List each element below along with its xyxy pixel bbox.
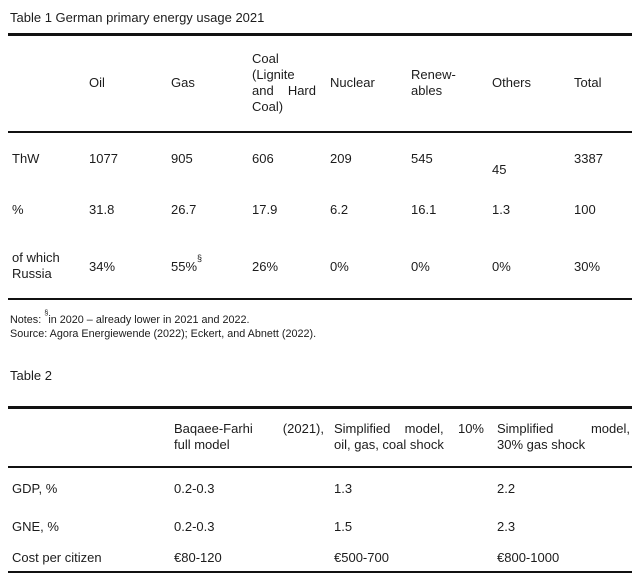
col-header-nuclear: Nuclear	[330, 75, 375, 91]
table2-row-cost-per-citizen	[8, 544, 632, 572]
cell-pct-nuclear: 6.2	[330, 202, 349, 217]
table2-row-gne	[8, 508, 632, 544]
footnote-marker: §	[197, 253, 203, 264]
table2-title: Table 2	[10, 367, 52, 383]
footnote-marker: §	[44, 307, 49, 317]
table2	[8, 406, 632, 574]
cell-thw-renewables: 545	[411, 151, 433, 166]
table1-title: Table 1 German primary energy usage 2021	[10, 10, 265, 25]
col-header-others: Others	[492, 75, 532, 91]
cell-russia-others: 0%	[492, 258, 511, 274]
table1-footnotes	[10, 307, 640, 341]
table1-row-russia	[8, 235, 632, 299]
source-line: Source: Agora Energiewende (2022); Eckert, and Abnett (2022).	[10, 327, 317, 340]
cell-gdp-simplified30: 2.2	[497, 480, 516, 496]
cell-cost-simplified30: €800-1000	[497, 550, 560, 565]
cell-russia-total: 30%	[574, 258, 601, 274]
cell-pct-renewables: 16.1	[411, 202, 437, 217]
cell-gne-simplified30: 2.3	[497, 518, 516, 534]
cell-russia-gas: 55%§	[171, 253, 203, 274]
col-header-simplified-30pct: Simplified model, 30% gas shock	[497, 421, 630, 453]
col-header-total: Total	[574, 75, 602, 91]
cell-cost-baqaee: €80-120	[174, 550, 222, 565]
cell-gdp-simplified10: 1.3	[334, 480, 353, 496]
cell-thw-nuclear: 209	[330, 151, 352, 166]
col-header-baqaee-farhi: Baqaee-Farhi (2021), full model	[174, 421, 324, 453]
table2-row-gdp	[8, 467, 632, 508]
cell-pct-oil: 31.8	[89, 202, 115, 217]
table2-header-empty	[8, 407, 170, 467]
cell-thw-others: 45	[492, 162, 507, 177]
table1	[8, 33, 632, 300]
table1-row-thw	[8, 132, 632, 185]
cell-pct-others: 1.3	[492, 202, 511, 217]
cell-pct-total: 100	[574, 202, 596, 217]
row-label-gne: GNE, %	[12, 518, 59, 534]
col-header-simplified-10pct: Simplified model, 10% oil, gas, coal shock	[334, 421, 484, 453]
cell-pct-gas: 26.7	[171, 202, 197, 217]
table2-header-row	[8, 407, 632, 467]
row-label-gdp: GDP, %	[12, 480, 58, 496]
cell-gdp-baqaee: 0.2-0.3	[174, 480, 215, 496]
col-header-renewables: Renew- ables	[411, 67, 456, 99]
cell-russia-nuclear: 0%	[330, 258, 349, 274]
cell-thw-oil: 1077	[89, 151, 118, 166]
table1-header-empty	[8, 35, 85, 132]
notes-line: Notes: §in 2020 – already lower in 2021 and 2022.	[10, 307, 250, 326]
cell-thw-coal: 606	[252, 151, 274, 166]
row-label-percent: %	[12, 202, 24, 217]
cell-thw-gas: 905	[171, 151, 193, 166]
cell-russia-coal: 26%	[252, 258, 279, 274]
cell-pct-coal: 17.9	[252, 202, 278, 217]
cell-cost-simplified10: €500-700	[334, 550, 389, 565]
row-label-cost: Cost per citizen	[12, 550, 102, 565]
table1-header-row	[8, 35, 632, 132]
cell-gne-baqaee: 0.2-0.3	[174, 518, 215, 534]
row-label-thw: ThW	[12, 151, 40, 166]
col-header-oil: Oil	[89, 75, 105, 91]
cell-russia-renewables: 0%	[411, 258, 430, 274]
row-label-russia: of which Russia	[12, 250, 60, 281]
table1-row-percent	[8, 185, 632, 235]
cell-russia-oil: 34%	[89, 258, 116, 274]
cell-thw-total: 3387	[574, 151, 603, 166]
col-header-gas: Gas	[171, 75, 195, 91]
col-header-coal: Coal (Lignite and Hard Coal)	[252, 51, 316, 115]
cell-gne-simplified10: 1.5	[334, 518, 353, 534]
